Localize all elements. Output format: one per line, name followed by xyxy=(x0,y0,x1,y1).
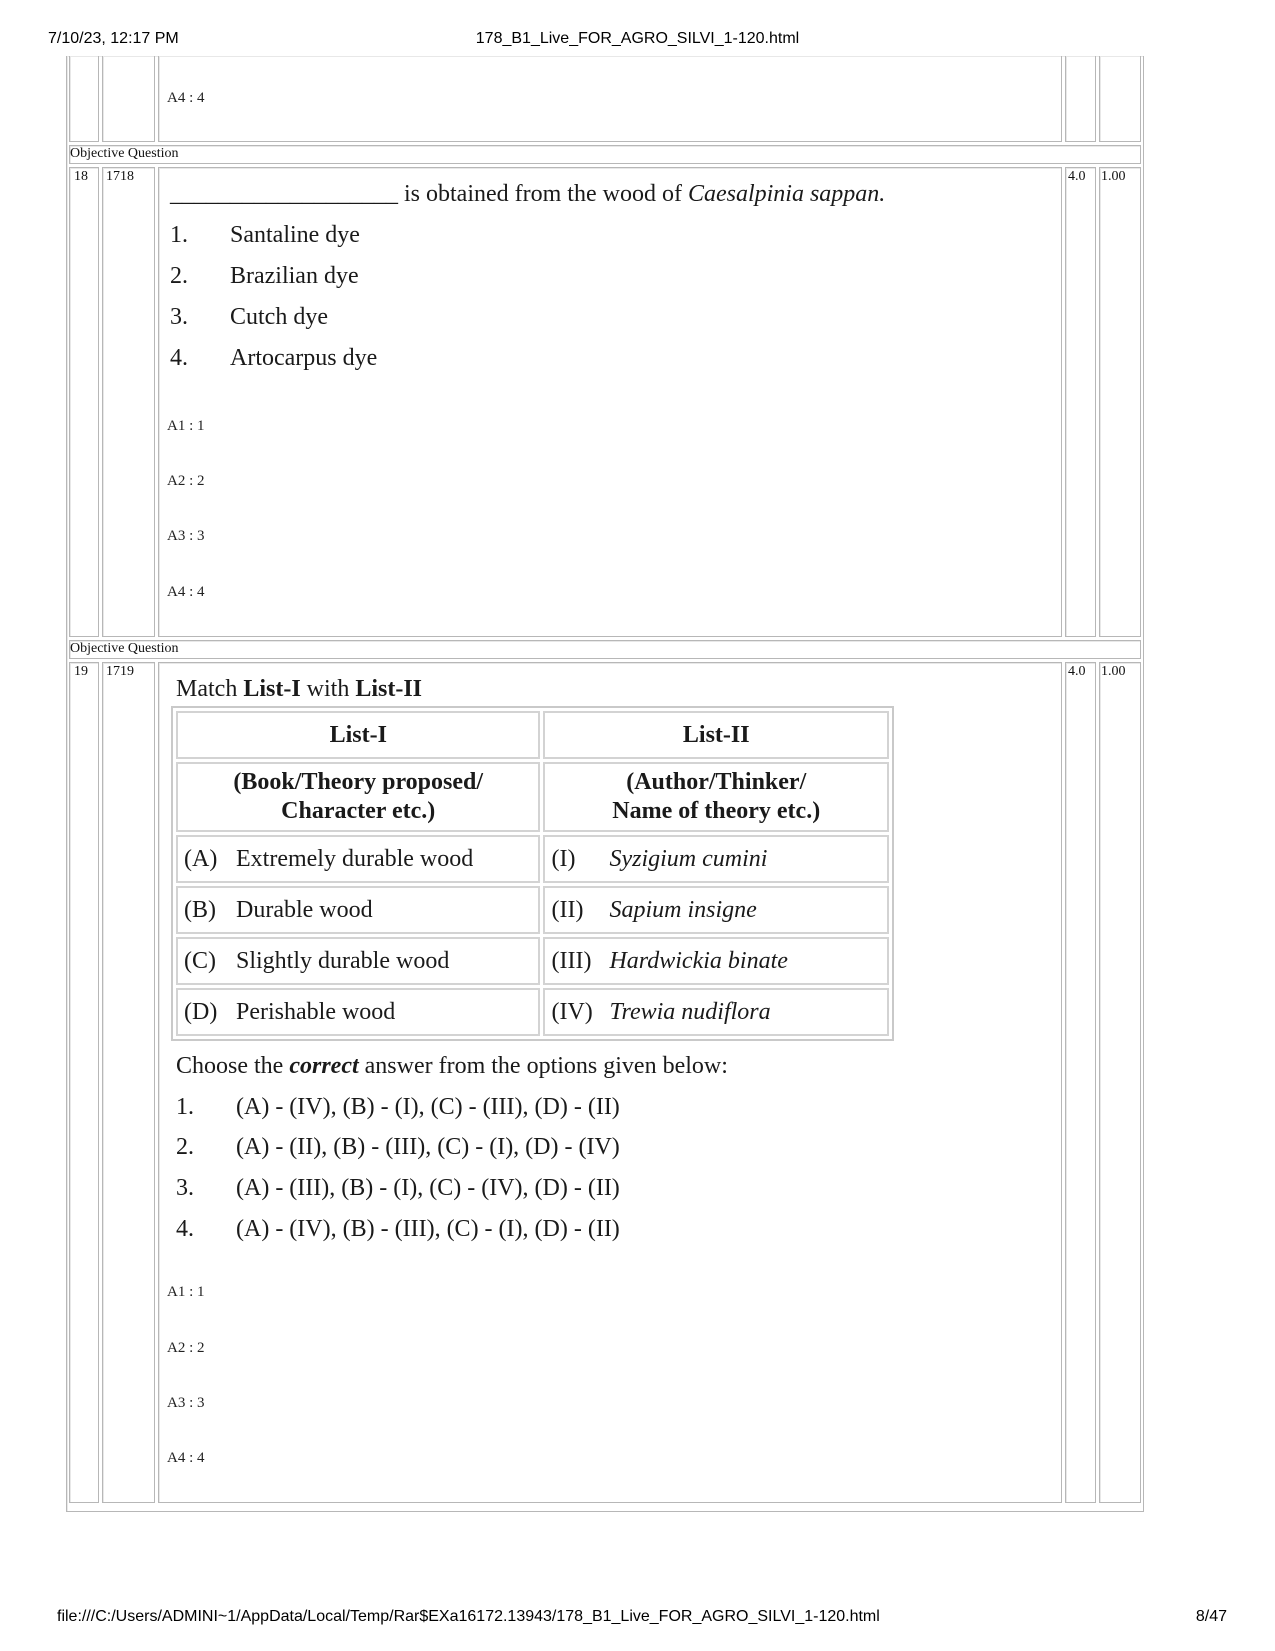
q19-subhead2-line2: Name of theory etc.) xyxy=(612,798,821,824)
q18-stem-species: Caesalpinia sappan. xyxy=(687,181,886,207)
q19-subhead1-line1: (Book/Theory proposed/ xyxy=(233,769,484,795)
q19-choose-post: answer from the options given below: xyxy=(358,1053,728,1079)
q19-table-head-row xyxy=(176,711,889,759)
q19-answer-1: A1 : 1 xyxy=(167,1284,205,1300)
q18-answer-2: A2 : 2 xyxy=(167,473,205,489)
q18-number: 18 xyxy=(74,169,88,184)
q19-list2-cell xyxy=(543,937,889,985)
q19-table-subhead-row xyxy=(176,762,889,832)
table-row xyxy=(176,937,889,985)
q18-answer-4: A4 : 4 xyxy=(167,584,205,600)
print-file-path: file:///C:/Users/ADMINI~1/AppData/Local/Temp/Rar$EXa16172.13943/178_B1_Live_FOR_AGRO_SILVI_1-120.html xyxy=(57,1608,880,1625)
q19-list2-text: Syzigium cumini xyxy=(609,845,768,872)
q19-stem-prefix: Match xyxy=(176,676,244,702)
q18-option-text: Brazilian dye xyxy=(230,263,359,289)
q18-negative: 1.00 xyxy=(1101,169,1126,184)
q19-answer-4: A4 : 4 xyxy=(167,1450,205,1466)
q19-list1-text: Slightly durable wood xyxy=(236,947,450,974)
q19-marks: 4.0 xyxy=(1068,664,1086,679)
q19-list2-text: Trewia nudiflora xyxy=(609,998,771,1025)
q19-list1-cell xyxy=(176,937,540,985)
table-row xyxy=(176,988,889,1036)
q19-list2-label: (I) xyxy=(551,845,576,872)
prev-marks-cell xyxy=(1065,56,1096,142)
q19-list1-cell xyxy=(176,988,540,1036)
q19-number: 19 xyxy=(74,664,88,679)
q18-option-text: Artocarpus dye xyxy=(230,345,378,371)
q19-list1-label: (B) xyxy=(184,896,216,923)
q18-option-number: 3. xyxy=(170,304,188,330)
q19-section-label: Objective Question xyxy=(70,641,179,656)
q19-stem-list1: List-I xyxy=(243,676,301,702)
prev-content-cell xyxy=(158,56,1062,142)
q19-answer-3: A3 : 3 xyxy=(167,1395,205,1411)
q18-option-number: 4. xyxy=(170,345,188,371)
q18-negative-cell xyxy=(1099,167,1141,637)
q19-option-number: 2. xyxy=(176,1134,194,1160)
q19-list1-text: Extremely durable wood xyxy=(236,845,474,872)
print-datetime: 7/10/23, 12:17 PM xyxy=(48,30,179,47)
prev-answer-4: A4 : 4 xyxy=(167,90,205,106)
q19-subhead1-line2: Character etc.) xyxy=(281,798,436,824)
q19-option-number: 4. xyxy=(176,1216,194,1242)
prev-num-cell xyxy=(69,56,99,142)
q19-list1-cell xyxy=(176,835,540,883)
q19-stem-list2: List-II xyxy=(355,676,423,702)
q18-section-label: Objective Question xyxy=(70,146,179,161)
q18-section-row xyxy=(69,145,1141,164)
q19-list1-label: (A) xyxy=(184,845,218,872)
q19-head-list1: List-I xyxy=(176,711,540,759)
q19-match-table xyxy=(171,706,894,1041)
q19-subhead-list1 xyxy=(176,762,540,832)
q18-marks-cell xyxy=(1065,167,1096,637)
q19-choose-pre: Choose the xyxy=(176,1053,290,1079)
q19-subhead2-line1: (Author/Thinker/ xyxy=(626,769,807,795)
q19-choose-instruction xyxy=(176,1053,728,1080)
q19-id-cell xyxy=(102,662,155,1503)
q19-option-number: 3. xyxy=(176,1175,194,1201)
q19-option-text: (A) - (II), (B) - (III), (C) - (I), (D) - (IV) xyxy=(236,1134,620,1160)
q18-id: 1718 xyxy=(106,169,134,184)
q18-answer-3: A3 : 3 xyxy=(167,528,205,544)
q19-option-number: 1. xyxy=(176,1094,194,1120)
q19-list2-text: Sapium insigne xyxy=(609,896,757,923)
q19-num-cell xyxy=(69,662,99,1503)
q18-option-number: 1. xyxy=(170,222,188,248)
q19-negative: 1.00 xyxy=(1101,664,1126,679)
q19-option-text: (A) - (III), (B) - (I), (C) - (IV), (D) - (II) xyxy=(236,1175,620,1201)
q18-answer-1: A1 : 1 xyxy=(167,418,205,434)
print-filename: 178_B1_Live_FOR_AGRO_SILVI_1-120.html xyxy=(475,30,800,47)
q19-list1-label: (C) xyxy=(184,947,216,974)
q19-negative-cell xyxy=(1099,662,1141,1503)
q18-id-cell xyxy=(102,167,155,637)
q18-option-text: Santaline dye xyxy=(230,222,360,248)
q18-marks: 4.0 xyxy=(1068,169,1086,184)
q19-list2-cell xyxy=(543,886,889,934)
q19-option-text: (A) - (IV), (B) - (III), (C) - (I), (D) - (II) xyxy=(236,1216,620,1242)
q19-list2-cell xyxy=(543,988,889,1036)
q18-option-text: Cutch dye xyxy=(230,304,328,330)
q19-choose-em: correct xyxy=(289,1053,359,1079)
q19-stem-with: with xyxy=(300,676,356,702)
q19-list2-text: Hardwickia binate xyxy=(609,947,788,974)
q19-list2-cell xyxy=(543,835,889,883)
q18-num-cell xyxy=(69,167,99,637)
q19-list1-text: Perishable wood xyxy=(236,998,396,1025)
q19-list2-label: (IV) xyxy=(551,998,593,1025)
table-row xyxy=(176,835,889,883)
q18-stem-text: is obtained from the wood of xyxy=(398,181,688,207)
q18-option-number: 2. xyxy=(170,263,188,289)
q19-list2-label: (III) xyxy=(551,947,592,974)
q19-list1-label: (D) xyxy=(184,998,218,1025)
prev-id-cell xyxy=(102,56,155,142)
table-row xyxy=(176,886,889,934)
q19-option-text: (A) - (IV), (B) - (I), (C) - (III), (D) - (II) xyxy=(236,1094,620,1120)
q19-list2-label: (II) xyxy=(551,896,584,923)
q18-stem xyxy=(170,181,885,208)
q19-head-list2: List-II xyxy=(543,711,889,759)
q19-answer-2: A2 : 2 xyxy=(167,1340,205,1356)
q19-subhead-list2 xyxy=(543,762,889,832)
q19-list1-text: Durable wood xyxy=(236,896,373,923)
q19-section-row xyxy=(69,640,1141,659)
q18-stem-blank: ___________________ xyxy=(170,181,398,207)
prev-negative-cell xyxy=(1099,56,1141,142)
q19-stem xyxy=(176,676,422,703)
q19-list1-cell xyxy=(176,886,540,934)
q19-marks-cell xyxy=(1065,662,1096,1503)
q19-id: 1719 xyxy=(106,664,134,679)
page-number: 8/47 xyxy=(1195,1608,1227,1625)
